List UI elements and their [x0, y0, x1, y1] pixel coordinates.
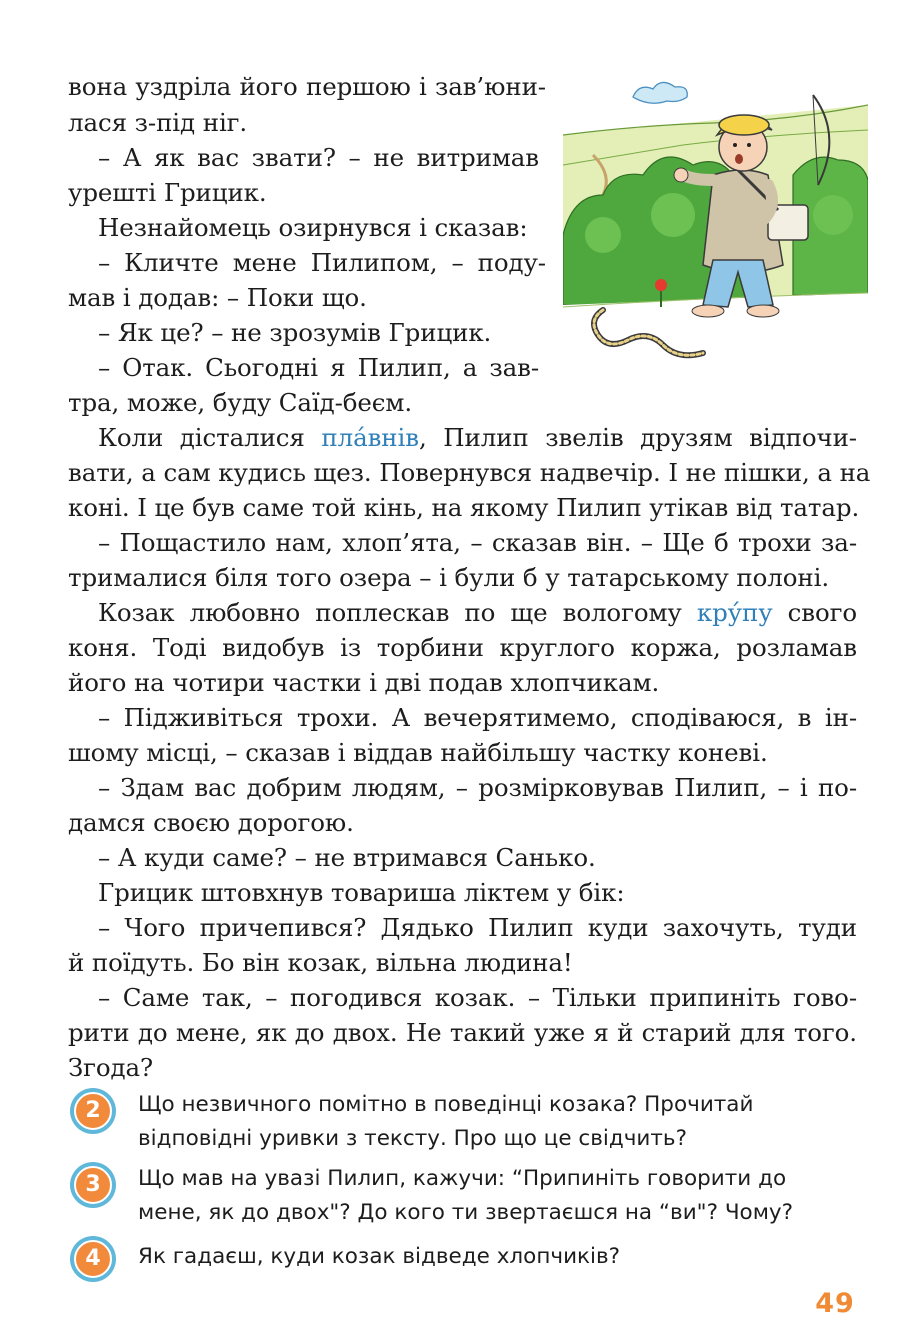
text-line: Незнайомець озирнувся і сказав: — [98, 213, 528, 242]
text-line: його на чотири частки і дві подав хлопчикам. — [68, 668, 660, 697]
question-number: 4 — [74, 1240, 112, 1278]
text-line: урешті Грицик. — [68, 178, 267, 207]
text-line: – Здам вас добрим людям, – розмірковував Пилип, – і по- — [98, 773, 857, 802]
text-segment: , Пилип звелів друзям відпочи- — [418, 423, 857, 452]
text-segment: свого — [772, 598, 858, 627]
question-text-line: Що мав на увазі Пилип, кажучи: “Припиніть говорити до — [138, 1166, 787, 1191]
text-line: – Кличте мене Пилипом, – поду- — [98, 248, 546, 277]
text-line: трималися біля того озера – і були б у татарському полоні. — [68, 563, 830, 592]
text-line: вона уздріла його першою і зав’юни- — [68, 72, 546, 101]
term-link-krup[interactable]: кру́пу — [696, 598, 773, 627]
text-line: лася з-під ніг. — [68, 108, 248, 137]
question-number-badge — [70, 1088, 116, 1134]
question-text-line: Що незвичного помітно в поведінці козака? Прочитай — [138, 1092, 754, 1117]
text-line: – Як це? – не зрозумів Грицик. — [98, 318, 492, 347]
text-line: – Чого причепився? Дядько Пилип куди захочуть, туди — [98, 913, 857, 942]
question-number-badge — [70, 1162, 116, 1208]
cossack-boy-illustration — [563, 75, 868, 367]
text-line: мав і додав: – Поки що. — [68, 283, 367, 312]
text-line: – Саме так, – погодився козак. – Тільки припиніть гово- — [98, 983, 857, 1012]
text-line: – А як вас звати? – не витримав — [98, 143, 539, 172]
text-line-with-term — [98, 596, 857, 630]
text-line: – Отак. Сьогодні я Пилип, а зав- — [98, 353, 539, 382]
question-text-line: мене, як до двох"? До кого ти звертаєшся на “ви"? Чому? — [138, 1200, 794, 1225]
text-segment: Козак любовно поплескав по ще вологому — [98, 598, 697, 627]
text-line: – Підживіться трохи. А вечерятимемо, сподіваюся, в ін- — [98, 703, 857, 732]
text-line: – Пощастило нам, хлоп’ята, – сказав він. – Ще б трохи за- — [98, 528, 857, 557]
text-line: Грицик штовхнув товариша ліктем у бік: — [98, 878, 625, 907]
question-number: 3 — [74, 1166, 112, 1204]
text-line: коні. І це був саме той кінь, на якому Пилип утікав від татар. — [68, 493, 860, 522]
term-link-plavni[interactable]: пла́внів — [321, 423, 419, 452]
text-line: й поїдуть. Бо він козак, вільна людина! — [68, 948, 573, 977]
question-number-badge — [70, 1236, 116, 1282]
page-number: 49 — [815, 1288, 855, 1319]
cloud-icon — [633, 82, 687, 103]
text-segment: Коли дісталися — [98, 423, 322, 452]
text-line: вати, а сам кудись щез. Повернувся надвечір. І не пішки, а на — [68, 458, 871, 487]
text-line: тра, може, буду Саїд-беєм. — [68, 388, 413, 417]
text-line: рити до мене, як до двох. Не такий уже я й старий для того. — [68, 1018, 857, 1047]
question-text-line: відповідні уривки з тексту. Про що це свідчить? — [138, 1126, 687, 1151]
text-line: шому місці, – сказав і віддав найбільшу частку коневі. — [68, 738, 768, 767]
text-line: дамся своєю дорогою. — [68, 808, 354, 837]
text-line: – А куди саме? – не втримався Санько. — [98, 843, 596, 872]
question-number: 2 — [74, 1092, 112, 1130]
question-text-line: Як гадаєш, куди козак відведе хлопчиків? — [138, 1244, 621, 1269]
text-line: коня. Тоді видобув із торбини круглого коржа, розламав — [68, 633, 857, 662]
text-line-with-term — [98, 421, 857, 455]
text-line: Згода? — [68, 1053, 154, 1082]
